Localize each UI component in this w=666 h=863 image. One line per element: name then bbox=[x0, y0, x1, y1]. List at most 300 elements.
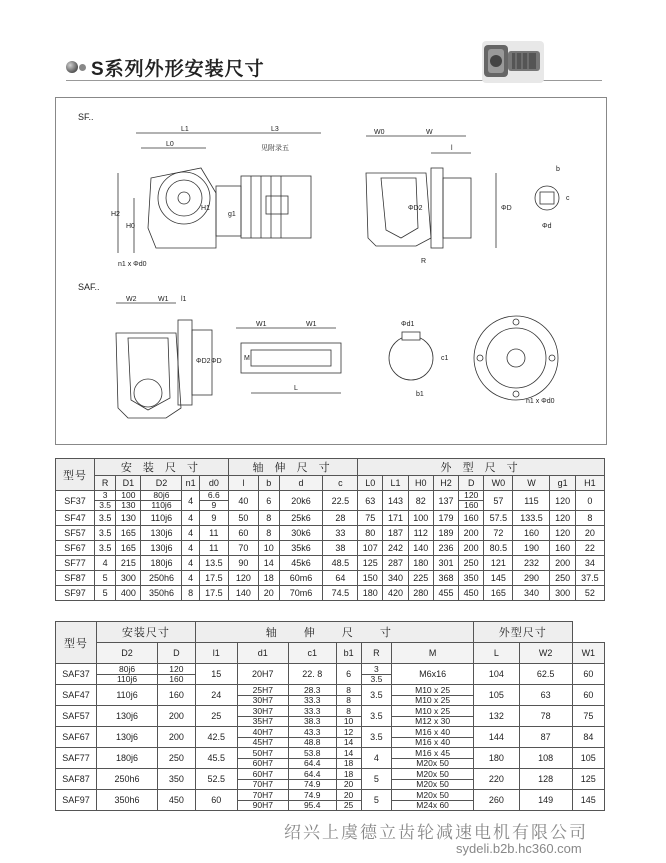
value-cell: 160 bbox=[158, 685, 196, 706]
value-cell: 4 bbox=[182, 541, 199, 556]
dim-W0: W0 bbox=[374, 129, 385, 136]
value-cell: 17.5 bbox=[199, 586, 228, 601]
value-cell: 3.5 bbox=[361, 727, 392, 748]
value-cell: 4 bbox=[182, 511, 199, 526]
value-cell: 250 bbox=[550, 571, 575, 586]
value-cell: 74.9 95.4 bbox=[288, 790, 336, 811]
value-cell: 115 bbox=[513, 491, 550, 511]
value-cell: 290 bbox=[513, 571, 550, 586]
t1-col-l: l bbox=[228, 476, 258, 491]
value-cell: 110j6 bbox=[97, 685, 158, 706]
table-row bbox=[56, 727, 605, 748]
model-cell: SF77 bbox=[56, 556, 95, 571]
value-cell: 130j6 bbox=[141, 541, 182, 556]
value-cell: 300 bbox=[116, 571, 141, 586]
value-cell: 450 bbox=[158, 790, 196, 811]
value-cell: 50H7 60H7 bbox=[237, 748, 288, 769]
value-cell: 3.5 bbox=[95, 511, 116, 526]
value-cell: 11 bbox=[199, 541, 228, 556]
t1-col-h0: H0 bbox=[408, 476, 433, 491]
value-cell: 150 bbox=[358, 571, 383, 586]
value-cell: 25H7 30H7 bbox=[237, 685, 288, 706]
value-cell: 64.4 74.9 bbox=[288, 769, 336, 790]
t1-install-group: 安 装 尺 寸 bbox=[95, 459, 229, 476]
model-cell: SF57 bbox=[56, 526, 95, 541]
value-cell: 14 bbox=[258, 556, 279, 571]
table-row bbox=[56, 556, 605, 571]
value-cell: 52 bbox=[575, 586, 604, 601]
value-cell: 128 bbox=[519, 769, 572, 790]
value-cell: 22.5 bbox=[323, 491, 358, 511]
value-cell: 8 10 bbox=[336, 706, 361, 727]
t1-col-h1: H1 bbox=[575, 476, 604, 491]
model-cell: SAF57 bbox=[56, 706, 97, 727]
dim-g1: g1 bbox=[228, 211, 236, 218]
value-cell: 171 bbox=[383, 511, 408, 526]
value-cell: 5 bbox=[95, 586, 116, 601]
value-cell: 48.5 bbox=[323, 556, 358, 571]
value-cell: 90 bbox=[228, 556, 258, 571]
value-cell: 105 bbox=[572, 748, 604, 769]
value-cell: 350 bbox=[459, 571, 484, 586]
value-cell: 4 bbox=[182, 571, 199, 586]
t1-col-l1: L1 bbox=[383, 476, 408, 491]
value-cell: 250h6 bbox=[141, 571, 182, 586]
value-cell: 180 bbox=[473, 748, 519, 769]
dim-D: ΦD bbox=[501, 205, 512, 212]
value-cell: 400 bbox=[116, 586, 141, 601]
table-row bbox=[56, 511, 605, 526]
value-cell: 108 bbox=[519, 748, 572, 769]
value-cell: 60 bbox=[195, 790, 237, 811]
value-cell: 45.5 bbox=[195, 748, 237, 769]
t1-col-r: R bbox=[95, 476, 116, 491]
value-cell: 301 bbox=[433, 556, 458, 571]
t1-col-w: W bbox=[513, 476, 550, 491]
value-cell: 450 bbox=[459, 586, 484, 601]
value-cell: 250 bbox=[459, 556, 484, 571]
value-cell: 112 bbox=[408, 526, 433, 541]
company-url: sydeli.b2b.hc360.com bbox=[456, 841, 582, 856]
value-cell: 455 bbox=[433, 586, 458, 601]
value-cell: 420 bbox=[383, 586, 408, 601]
value-cell: 180j6 bbox=[97, 748, 158, 769]
value-cell: 30k6 bbox=[279, 526, 323, 541]
value-cell: 105 bbox=[473, 685, 519, 706]
t1-col-d1: D1 bbox=[116, 476, 141, 491]
saf-label: SAF.. bbox=[78, 282, 100, 292]
value-cell: 80 bbox=[358, 526, 383, 541]
table-row bbox=[56, 685, 605, 706]
t2-col-l1: l1 bbox=[195, 643, 237, 664]
model-cell: SF97 bbox=[56, 586, 95, 601]
value-cell: 5 bbox=[361, 790, 392, 811]
value-cell: 133.5 bbox=[513, 511, 550, 526]
value-cell: 187 bbox=[383, 526, 408, 541]
value-cell: 84 bbox=[572, 727, 604, 748]
value-cell: 189 bbox=[433, 526, 458, 541]
t1-outline-group: 外 型 尺 寸 bbox=[358, 459, 605, 476]
table-row bbox=[56, 526, 605, 541]
value-cell: 145 bbox=[484, 571, 513, 586]
model-cell: SF37 bbox=[56, 491, 95, 511]
dim-M: M bbox=[244, 355, 250, 362]
value-cell: 40 bbox=[228, 491, 258, 511]
value-cell: 12 14 bbox=[336, 727, 361, 748]
value-cell: 62.5 bbox=[519, 664, 572, 685]
value-cell: 25 bbox=[195, 706, 237, 727]
t1-col-b: b bbox=[258, 476, 279, 491]
value-cell: 132 bbox=[473, 706, 519, 727]
dim-L3: L3 bbox=[271, 126, 279, 133]
value-cell: 5 bbox=[95, 571, 116, 586]
value-cell: 121 bbox=[484, 556, 513, 571]
value-cell: 236 bbox=[433, 541, 458, 556]
value-cell: 160 bbox=[550, 541, 575, 556]
value-cell: 60 bbox=[572, 685, 604, 706]
value-cell: 165 bbox=[116, 526, 141, 541]
table-row bbox=[56, 571, 605, 586]
value-cell: M20x 50 M20x 50 bbox=[392, 769, 474, 790]
value-cell: 6.6 9 bbox=[199, 491, 228, 511]
t1-model-header: 型号 bbox=[56, 459, 95, 491]
value-cell: 57.5 bbox=[484, 511, 513, 526]
value-cell: 287 bbox=[383, 556, 408, 571]
value-cell: 74.5 bbox=[323, 586, 358, 601]
value-cell: 24 bbox=[195, 685, 237, 706]
value-cell: 179 bbox=[433, 511, 458, 526]
value-cell: 75 bbox=[572, 706, 604, 727]
value-cell: M20x 50 M24x 60 bbox=[392, 790, 474, 811]
dim-SAF-W1: W1 bbox=[256, 321, 267, 328]
value-cell: 110j6 bbox=[141, 511, 182, 526]
value-cell: M16 x 45 M20x 50 bbox=[392, 748, 474, 769]
value-cell: 20k6 bbox=[279, 491, 323, 511]
value-cell: 33 bbox=[323, 526, 358, 541]
value-cell: M16 x 40 M16 x 40 bbox=[392, 727, 474, 748]
value-cell: 72 bbox=[484, 526, 513, 541]
value-cell: 350h6 bbox=[141, 586, 182, 601]
value-cell: 78 bbox=[519, 706, 572, 727]
value-cell: 3.5 bbox=[95, 526, 116, 541]
t2-col-l: L bbox=[473, 643, 519, 664]
t1-shaft-group: 轴 伸 尺 寸 bbox=[228, 459, 357, 476]
value-cell: 70 bbox=[228, 541, 258, 556]
value-cell: 130j6 bbox=[97, 706, 158, 727]
company-name: 绍兴上虞德立齿轮减速电机有限公司 bbox=[284, 823, 588, 842]
value-cell: 14 18 bbox=[336, 748, 361, 769]
t2-col-w1: W1 bbox=[572, 643, 604, 664]
value-cell: 137 bbox=[433, 491, 458, 511]
value-cell: 57 bbox=[484, 491, 513, 511]
value-cell: 60m6 bbox=[279, 571, 323, 586]
value-cell: 17.5 bbox=[199, 571, 228, 586]
t2-shaft-group: 轴 伸 尺 寸 bbox=[195, 622, 473, 643]
t2-outline-group: 外型尺寸 bbox=[473, 622, 572, 643]
t1-col-d2: D2 bbox=[141, 476, 182, 491]
t1-col-d: d bbox=[279, 476, 323, 491]
value-cell: 0 bbox=[575, 491, 604, 511]
model-cell: SAF47 bbox=[56, 685, 97, 706]
value-cell: 130 bbox=[116, 511, 141, 526]
value-cell: 143 bbox=[383, 491, 408, 511]
value-cell: 6 bbox=[258, 491, 279, 511]
dim-W1: W1 bbox=[158, 296, 169, 303]
t1-col-n1: n1 bbox=[182, 476, 199, 491]
value-cell: 18 20 bbox=[336, 769, 361, 790]
value-cell: 140 bbox=[408, 541, 433, 556]
value-cell: 100 130 bbox=[116, 491, 141, 511]
value-cell: 8 bbox=[182, 586, 199, 601]
t1-col-d: D bbox=[459, 476, 484, 491]
value-cell: 8 8 bbox=[336, 685, 361, 706]
page-header bbox=[0, 0, 666, 90]
value-cell: 8 bbox=[575, 511, 604, 526]
page-title: S系列外形安装尺寸 bbox=[91, 59, 265, 80]
t2-col-w2: W2 bbox=[519, 643, 572, 664]
value-cell: 180 bbox=[408, 556, 433, 571]
value-cell: 18 bbox=[258, 571, 279, 586]
value-cell: 340 bbox=[513, 586, 550, 601]
value-cell: M6x16 bbox=[392, 664, 474, 685]
value-cell: 120 bbox=[550, 526, 575, 541]
value-cell: 60 bbox=[228, 526, 258, 541]
value-cell: 280 bbox=[408, 586, 433, 601]
value-cell: 60 bbox=[572, 664, 604, 685]
value-cell: 120 bbox=[228, 571, 258, 586]
value-cell: 350h6 bbox=[97, 790, 158, 811]
table-row bbox=[56, 769, 605, 790]
value-cell: 120 160 bbox=[459, 491, 484, 511]
value-cell: 28 bbox=[323, 511, 358, 526]
value-cell: 28.3 33.3 bbox=[288, 685, 336, 706]
sf-label: SF.. bbox=[78, 112, 94, 122]
value-cell: 50 bbox=[228, 511, 258, 526]
value-cell: 149 bbox=[519, 790, 572, 811]
value-cell: 37.5 bbox=[575, 571, 604, 586]
value-cell: 350 bbox=[158, 769, 196, 790]
table-row bbox=[56, 790, 605, 811]
t2-col-d: D bbox=[158, 643, 196, 664]
value-cell: 232 bbox=[513, 556, 550, 571]
dim-H1: H1 bbox=[201, 205, 210, 212]
value-cell: 200 bbox=[158, 727, 196, 748]
value-cell: 70m6 bbox=[279, 586, 323, 601]
t1-col-c: c bbox=[323, 476, 358, 491]
value-cell: 125 bbox=[572, 769, 604, 790]
value-cell: 11 bbox=[199, 526, 228, 541]
t2-col-r: R bbox=[361, 643, 392, 664]
dim-SAF-D: ΦD bbox=[211, 358, 222, 365]
value-cell: M10 x 25 M10 x 25 bbox=[392, 685, 474, 706]
value-cell: 53.8 64.4 bbox=[288, 748, 336, 769]
dim-b: b bbox=[556, 166, 560, 173]
model-cell: SAF77 bbox=[56, 748, 97, 769]
value-cell: 200 bbox=[459, 526, 484, 541]
t1-col-h2: H2 bbox=[433, 476, 458, 491]
value-cell: 22. 8 bbox=[288, 664, 336, 685]
value-cell: 70H7 90H7 bbox=[237, 790, 288, 811]
value-cell: 3 3.5 bbox=[95, 491, 116, 511]
value-cell: 4 bbox=[182, 526, 199, 541]
value-cell: 220 bbox=[473, 769, 519, 790]
value-cell: 120 bbox=[550, 511, 575, 526]
value-cell: 35k6 bbox=[279, 541, 323, 556]
value-cell: 20 25 bbox=[336, 790, 361, 811]
value-cell: 120 bbox=[550, 491, 575, 511]
dim-SAF-D2: ΦD2 bbox=[196, 358, 211, 365]
t1-col-l0: L0 bbox=[358, 476, 383, 491]
value-cell: 4 bbox=[182, 556, 199, 571]
value-cell: 3.5 bbox=[361, 706, 392, 727]
value-cell: 200 bbox=[550, 556, 575, 571]
value-cell: 130j6 bbox=[97, 727, 158, 748]
bullet-icon bbox=[66, 61, 78, 73]
value-cell: 250h6 bbox=[97, 769, 158, 790]
value-cell: 140 bbox=[228, 586, 258, 601]
value-cell: 80.5 bbox=[484, 541, 513, 556]
value-cell: 64 bbox=[323, 571, 358, 586]
dim-SAF-W1b: W1 bbox=[306, 321, 317, 328]
table-row bbox=[56, 586, 605, 601]
value-cell: 260 bbox=[473, 790, 519, 811]
value-cell: 300 bbox=[550, 586, 575, 601]
value-cell: 63 bbox=[358, 491, 383, 511]
value-cell: 130j6 bbox=[141, 526, 182, 541]
technical-drawing bbox=[55, 97, 607, 445]
model-cell: SAF67 bbox=[56, 727, 97, 748]
dim-W: W bbox=[426, 129, 433, 136]
value-cell: 120 160 bbox=[158, 664, 196, 685]
value-cell: 6 bbox=[336, 664, 361, 685]
t2-col-b1: b1 bbox=[336, 643, 361, 664]
value-cell: 80j6 110j6 bbox=[97, 664, 158, 685]
dim-c: c bbox=[566, 195, 570, 202]
value-cell: 242 bbox=[383, 541, 408, 556]
value-cell: 100 bbox=[408, 511, 433, 526]
model-cell: SF67 bbox=[56, 541, 95, 556]
value-cell: 5 bbox=[361, 769, 392, 790]
value-cell: 340 bbox=[383, 571, 408, 586]
value-cell: 3.5 bbox=[361, 685, 392, 706]
value-cell: 4 bbox=[361, 748, 392, 769]
dim-H0: H0 bbox=[126, 223, 135, 230]
model-cell: SF47 bbox=[56, 511, 95, 526]
dim-l1: l1 bbox=[181, 296, 187, 303]
value-cell: 38 bbox=[323, 541, 358, 556]
value-cell: 60H7 70H7 bbox=[237, 769, 288, 790]
dim-n1-d0: n1 x Φd0 bbox=[118, 261, 147, 268]
bullet-small-icon bbox=[79, 64, 86, 71]
value-cell: 20 bbox=[258, 586, 279, 601]
value-cell: 34 bbox=[575, 556, 604, 571]
value-cell: 190 bbox=[513, 541, 550, 556]
value-cell: 33.3 38.3 bbox=[288, 706, 336, 727]
table-row bbox=[56, 491, 605, 511]
value-cell: 215 bbox=[116, 556, 141, 571]
t1-col-d0: d0 bbox=[199, 476, 228, 491]
value-cell: 40H7 45H7 bbox=[237, 727, 288, 748]
value-cell: 30H7 35H7 bbox=[237, 706, 288, 727]
value-cell: 8 bbox=[258, 526, 279, 541]
t2-col-c1: c1 bbox=[288, 643, 336, 664]
value-cell: 63 bbox=[519, 685, 572, 706]
value-cell: 250 bbox=[158, 748, 196, 769]
saf-dimensions-table bbox=[55, 621, 605, 811]
note-label: 见附录五 bbox=[261, 145, 289, 152]
value-cell: 80j6 110j6 bbox=[141, 491, 182, 511]
model-cell: SAF87 bbox=[56, 769, 97, 790]
value-cell: 45k6 bbox=[279, 556, 323, 571]
value-cell: 3 3.5 bbox=[361, 664, 392, 685]
value-cell: 165 bbox=[484, 586, 513, 601]
value-cell: 9 bbox=[199, 511, 228, 526]
dim-l: l bbox=[451, 145, 453, 152]
table-row bbox=[56, 664, 605, 685]
value-cell: 180 bbox=[358, 586, 383, 601]
t1-col-w0: W0 bbox=[484, 476, 513, 491]
dim-d1: Φd1 bbox=[401, 321, 415, 328]
dim-SAF-n1-d0: n1 x Φd0 bbox=[526, 398, 555, 405]
value-cell: 3.5 bbox=[95, 541, 116, 556]
value-cell: 52.5 bbox=[195, 769, 237, 790]
value-cell: 225 bbox=[408, 571, 433, 586]
value-cell: 25k6 bbox=[279, 511, 323, 526]
value-cell: 20 bbox=[575, 526, 604, 541]
sf-dimensions-table bbox=[55, 458, 605, 601]
dim-d: Φd bbox=[542, 223, 552, 230]
value-cell: 160 bbox=[459, 511, 484, 526]
model-cell: SAF37 bbox=[56, 664, 97, 685]
t1-column-headers bbox=[56, 476, 605, 491]
value-cell: 125 bbox=[358, 556, 383, 571]
value-cell: 160 bbox=[513, 526, 550, 541]
dim-L: L bbox=[294, 385, 298, 392]
value-cell: 200 bbox=[459, 541, 484, 556]
t2-col-d2: D2 bbox=[97, 643, 158, 664]
dim-b1: b1 bbox=[416, 391, 424, 398]
value-cell: 42.5 bbox=[195, 727, 237, 748]
dim-H2: H2 bbox=[111, 211, 120, 218]
model-cell: SF87 bbox=[56, 571, 95, 586]
t2-col-m: M bbox=[392, 643, 474, 664]
dim-W2: W2 bbox=[126, 296, 137, 303]
dim-c1: c1 bbox=[441, 355, 449, 362]
model-cell: SAF97 bbox=[56, 790, 97, 811]
t2-column-headers bbox=[56, 643, 605, 664]
value-cell: 368 bbox=[433, 571, 458, 586]
t2-model-header: 型号 bbox=[56, 622, 97, 664]
value-cell: 200 bbox=[158, 706, 196, 727]
value-cell: 8 bbox=[258, 511, 279, 526]
value-cell: 15 bbox=[195, 664, 237, 685]
value-cell: 22 bbox=[575, 541, 604, 556]
value-cell: 4 bbox=[182, 491, 199, 511]
value-cell: 75 bbox=[358, 511, 383, 526]
value-cell: 87 bbox=[519, 727, 572, 748]
t1-col-g1: g1 bbox=[550, 476, 575, 491]
value-cell: 43.3 48.8 bbox=[288, 727, 336, 748]
dim-D2: ΦD2 bbox=[408, 205, 423, 212]
value-cell: 107 bbox=[358, 541, 383, 556]
value-cell: 13.5 bbox=[199, 556, 228, 571]
t2-install-group: 安装尺寸 bbox=[97, 622, 196, 643]
gearmotor-photo bbox=[482, 41, 544, 83]
value-cell: 180j6 bbox=[141, 556, 182, 571]
value-cell: 165 bbox=[116, 541, 141, 556]
dim-L1: L1 bbox=[181, 126, 189, 133]
value-cell: 144 bbox=[473, 727, 519, 748]
